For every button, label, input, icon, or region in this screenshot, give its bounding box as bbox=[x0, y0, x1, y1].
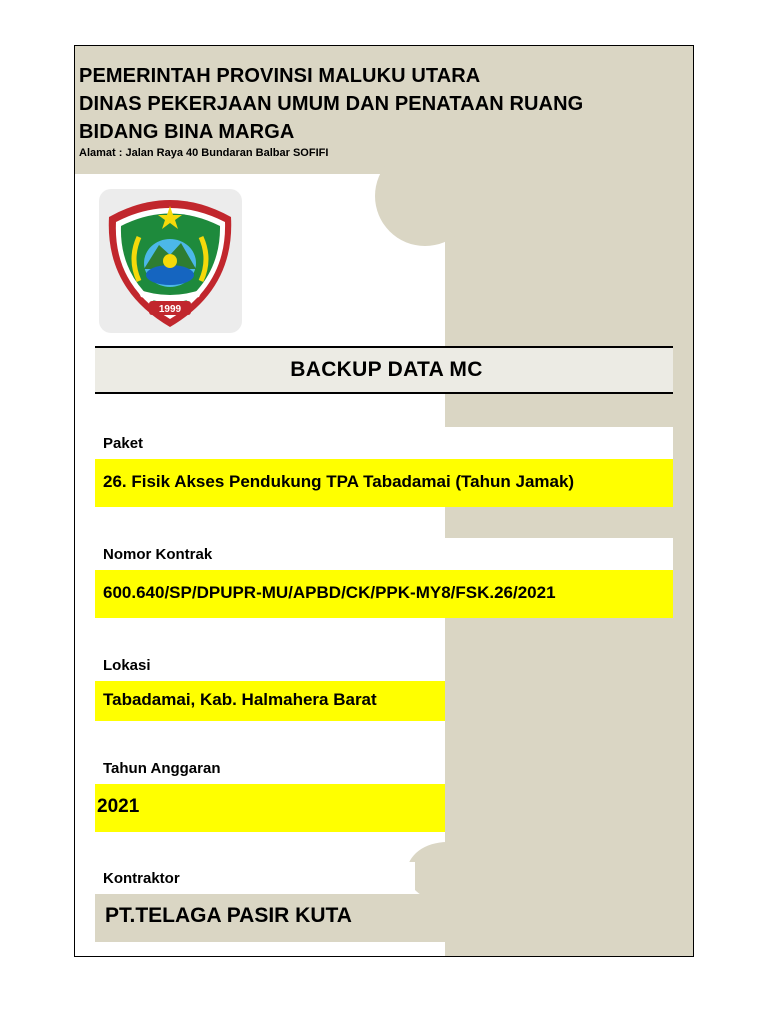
tahun-label-row bbox=[95, 752, 445, 784]
lokasi-value-row bbox=[95, 681, 445, 721]
letterhead bbox=[79, 62, 583, 160]
lokasi-label-row bbox=[95, 649, 445, 681]
kontrak-label: Nomor Kontrak bbox=[103, 546, 213, 563]
logo-year: 1999 bbox=[158, 304, 182, 315]
kontraktor-value: PT.TELAGA PASIR KUTA bbox=[105, 904, 352, 927]
kontraktor-label: Kontraktor bbox=[103, 870, 180, 887]
decor-circle-bottom bbox=[407, 842, 487, 902]
department-title: DINAS PEKERJAAN UMUM DAN PENATAAN RUANG bbox=[79, 93, 584, 115]
paket-value-row bbox=[95, 459, 673, 507]
division-title: BIDANG BINA MARGA bbox=[79, 121, 295, 143]
government-title: PEMERINTAH PROVINSI MALUKU UTARA bbox=[79, 65, 481, 87]
paket-label-row bbox=[95, 427, 673, 459]
address: Alamat : Jalan Raya 40 Bundaran Balbar SOFIFI bbox=[79, 147, 329, 159]
document-title-bar bbox=[95, 346, 673, 394]
maluku-utara-emblem-icon bbox=[99, 189, 242, 333]
paket-value: 26. Fisik Akses Pendukung TPA Tabadamai (Tahun Jamak) bbox=[103, 472, 575, 491]
paket-label: Paket bbox=[103, 435, 144, 452]
lokasi-value: Tabadamai, Kab. Halmahera Barat bbox=[103, 690, 377, 709]
tahun-label: Tahun Anggaran bbox=[103, 760, 221, 777]
tahun-value: 2021 bbox=[97, 796, 140, 817]
kontrak-label-row bbox=[95, 538, 673, 570]
kontrak-value-row bbox=[95, 570, 673, 618]
tahun-value-row bbox=[95, 784, 445, 832]
lokasi-label: Lokasi bbox=[103, 657, 151, 674]
logo-container bbox=[99, 189, 242, 333]
document-title: BACKUP DATA MC bbox=[290, 358, 483, 381]
decor-circle-top bbox=[375, 146, 475, 246]
document-page bbox=[74, 45, 694, 957]
kontraktor-label-row bbox=[95, 862, 415, 894]
kontrak-value: 600.640/SP/DPUPR-MU/APBD/CK/PPK-MY8/FSK.26/2021 bbox=[103, 583, 556, 602]
